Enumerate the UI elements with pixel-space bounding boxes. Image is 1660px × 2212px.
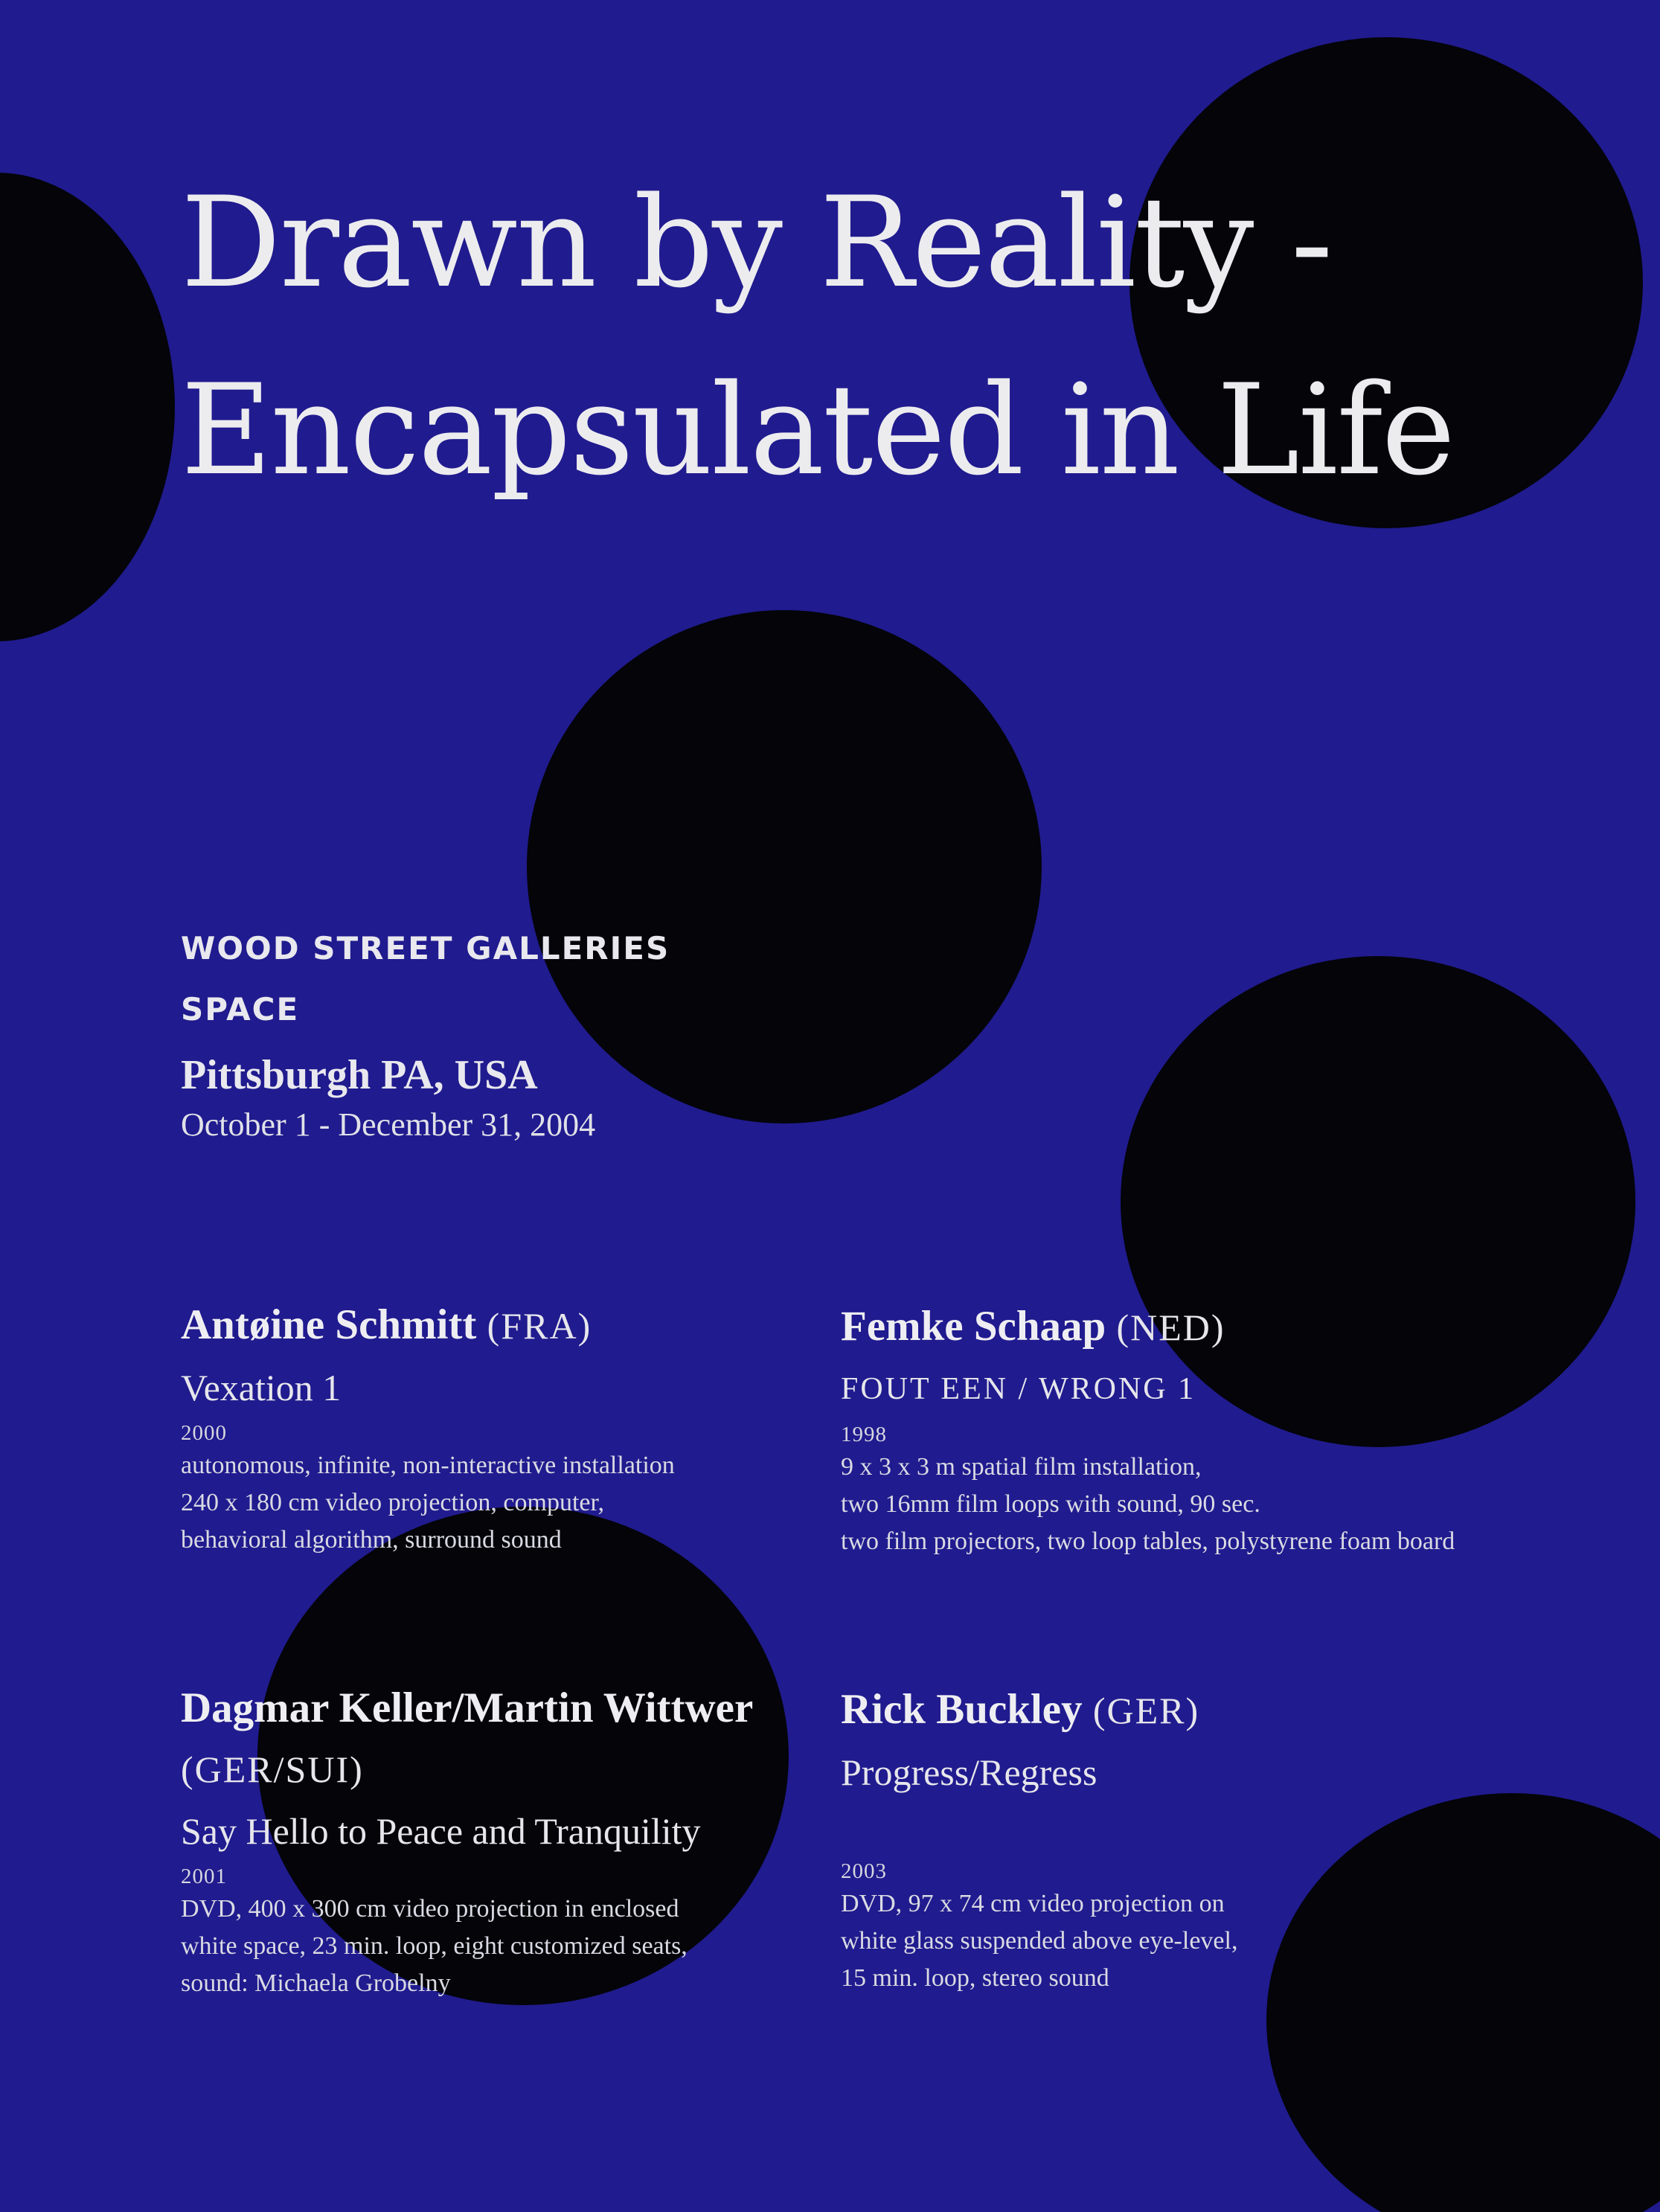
black-dot (1266, 1793, 1660, 2212)
artist-name (841, 1679, 1237, 1741)
artist-country: (GER) (1092, 1690, 1200, 1731)
work-detail: 15 min. loop, stereo sound (841, 1964, 1109, 1992)
work-detail: behavioral algorithm, surround sound (181, 1526, 562, 1554)
title-line-2: Encapsulated in Life (181, 357, 1455, 503)
artist-name (181, 1295, 675, 1356)
exhibition-title (181, 149, 1454, 524)
work-title: Progress/Regress (841, 1751, 1097, 1793)
work-detail: DVD, 400 x 300 cm video projection in enclosed (181, 1895, 679, 1923)
work-entry (841, 1296, 1455, 1560)
black-dot (0, 173, 175, 641)
artist-country: (FRA) (487, 1305, 592, 1347)
spacer (841, 1804, 1237, 1857)
work-title: Say Hello to Peace and Tranquility (181, 1810, 701, 1852)
work-title: FOUT EEN / WRONG 1 (841, 1372, 1196, 1406)
work-year: 2000 (181, 1421, 227, 1445)
work-detail: DVD, 97 x 74 cm video projection on (841, 1890, 1225, 1917)
artist-name: Dagmar Keller/Martin Wittwer (181, 1684, 754, 1731)
artist-country: (GER/SUI) (181, 1748, 364, 1790)
space-label: SPACE (181, 991, 300, 1028)
work-detail: two film projectors, two loop tables, polystyrene foam board (841, 1527, 1455, 1555)
venue-block (181, 926, 670, 1148)
artist-name-text: Femke Schaap (841, 1303, 1106, 1350)
exhibition-dates: October 1 - December 31, 2004 (181, 1106, 596, 1143)
artist-country: (NED) (1116, 1307, 1225, 1348)
work-title: Vexation 1 (181, 1367, 342, 1408)
work-detail: white space, 23 min. loop, eight customized seats, (181, 1932, 688, 1960)
artist-name-text: Rick Buckley (841, 1686, 1083, 1733)
work-detail: white glass suspended above eye-level, (841, 1927, 1238, 1955)
work-detail: autonomous, infinite, non-interactive installation (181, 1452, 675, 1479)
work-year: 2003 (841, 1859, 887, 1883)
gallery-name: WOOD STREET GALLERIES (181, 930, 670, 966)
venue-city: Pittsburgh PA, USA (181, 1052, 538, 1098)
work-detail: 240 x 180 cm video projection, computer, (181, 1489, 604, 1516)
work-year: 2001 (181, 1865, 227, 1888)
work-entry (181, 1295, 675, 1559)
title-line-1: Drawn by Reality - (181, 170, 1332, 315)
work-detail: 9 x 3 x 3 m spatial film installation, (841, 1453, 1202, 1481)
work-entry (841, 1679, 1237, 1997)
work-entry (181, 1678, 753, 2002)
work-detail: sound: Michaela Grobelny (181, 1969, 451, 1997)
artist-name-text: Antøine Schmitt (181, 1301, 477, 1348)
artist-name (841, 1296, 1455, 1358)
work-detail: two 16mm film loops with sound, 90 sec. (841, 1490, 1260, 1518)
work-year: 1998 (841, 1423, 887, 1446)
